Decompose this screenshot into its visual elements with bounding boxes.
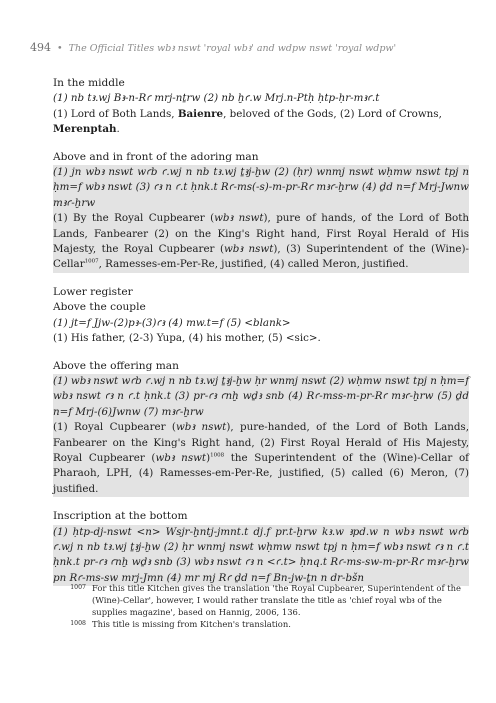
section-middle (53, 76, 469, 138)
royal-name-baienre: Baienre (177, 107, 224, 120)
footnote-number: 1008 (70, 620, 86, 627)
translation-text: (1) Lord of Both Lands, (53, 107, 178, 120)
translation-text: , Ramesses-em-Per-Re, justified, (4) called Meron, justified. (98, 258, 409, 271)
translation-text: ) (206, 451, 211, 464)
footnote-text: For this title Kitchen gives the translation 'the Royal Cupbearer, Superintendent of the (Wine)-Cellar', however, I would rather translate the title as 'chief royal wbꜣ of the supplies magazine', based on Hannig, 2006, 136. (92, 583, 461, 617)
section-adoring (53, 150, 469, 273)
translation-italic: wbꜣ nswt (223, 243, 274, 256)
translation-italic: wbꜣ nswt (214, 212, 264, 225)
transliteration: (1) wbꜣ nswt wꜥb ꜥ.wj n nb tꜣ.wj ṯꜣj-ḫw ḥr wnmj nswt (2) wḥmw nswt tpj n ḥm=f wbꜣ nswt ꜥꜣ n ꜥ.t ḥnk.t (3) pr-ꜥꜣ ꜥnḫ wḏꜣ snb (4) Rꜥ-mss-m-pr-Rꜥ mꜣꜥ-ḫrw (5) ḏd n=f Mrj-(6)Jwnw (7) mꜣꜥ-ḫrw (53, 374, 469, 420)
translation-text: the Superintendent of the (Wine)-Cellar of Pharaoh, LPH, (4) Ramesses-em-Per-Re, justified, (5) called (6) Meron, (7) justified. (53, 451, 469, 495)
translation-text: (1) By the Royal Cupbearer ( (53, 212, 215, 225)
transliteration: (1) ḥtp-dj-nswt <n> Wsjr-ḫntj-jmnt.t dj.f pr.t-ḫrw kꜣ.w ꜣpd.w n wbꜣ nswt wꜥb ꜥ.wj n nb tꜣ.wj ṯꜣj-ḫw (2) ḥr wnmj nswt wḥmw nswt tpj n ḥm=f wbꜣ nswt ꜥꜣ n ꜥ.t ḥnk.t pr-ꜥꜣ ꜥnḫ wḏꜣ snb (3) wbꜣ nswt ꜥꜣ n <ꜥ.t> ḥnq.t Rꜥ-ms-sw-m-pr-Rꜥ mꜣꜥ-ḫrw pn Rꜥ-ms-sw mrj-Jmn (4) mr mj Rꜥ ḏd n=f Bn-jw-ṯn n dr-bšn (53, 525, 469, 587)
header-bullet: • (57, 43, 63, 54)
translation-text: . (116, 123, 120, 136)
royal-name-merenptah: Merenptah (53, 123, 117, 136)
section-heading: Above and in front of the adoring man (53, 150, 259, 163)
translation (53, 211, 469, 273)
subsection-heading: Above the couple (53, 301, 146, 314)
main-text (53, 76, 469, 598)
translation-text: (1) Royal Cupbearer ( (53, 421, 176, 434)
footnotes (66, 582, 468, 630)
section-heading: Above the offering man (53, 359, 179, 372)
translation-text: ), pure of hands, of the Lord of Both Lands, Fanbearer (2) on the King's Right hand, First Royal Herald of His Majesty, the Royal Cupbearer ( (53, 212, 469, 256)
footnote-ref[interactable]: 1007 (84, 259, 99, 266)
page-number: 494 (30, 41, 51, 54)
footnote (66, 582, 468, 618)
running-header (30, 41, 470, 54)
section-heading: Lower register (53, 285, 133, 298)
translation-italic: wbꜣ nswt (175, 421, 227, 434)
translation-italic: wbꜣ nswt (155, 451, 207, 464)
translation-text: ), (3) Superintendent of the (Wine)-Cellar (53, 243, 469, 271)
section-offering (53, 359, 469, 498)
section-inscription (53, 509, 469, 586)
running-title: The Official Titles wbꜣ nswt 'royal wbꜣ' and wdpw nswt 'royal wdpw' (68, 43, 397, 54)
footnote-number: 1007 (70, 584, 86, 591)
footnote (66, 618, 468, 630)
translation-text: ), pure-handed, of the Lord of Both Lands, Fanbearer on the King's Right hand, (2) First Royal Herald of His Majesty, Royal Cupbearer ( (53, 421, 469, 464)
translation (53, 420, 469, 497)
footnote-ref[interactable]: 1008 (210, 452, 225, 459)
translation (53, 107, 469, 138)
section-lower-register (53, 285, 469, 347)
section-heading: Inscription at the bottom (53, 510, 188, 523)
transliteration: (1) nb tꜣ.wj Bꜣ-n-Rꜥ mrj-nṯrw (2) nb ḫꜥ.w Mrj.n-Ptḥ ḥtp-ḥr-mꜣꜥ.t (53, 92, 380, 105)
section-heading: In the middle (53, 77, 125, 89)
transliteration: (1) jn wbꜣ nswt wꜥb ꜥ.wj n nb tꜣ.wj ṯꜣj-ḫw (2) (ḥr) wnmj nswt wḥmw nswt tpj n ḥm=f wbꜣ nswt (3) ꜥꜣ n ꜥ.t ḥnk.t Rꜥ-ms(-s)-m-pr-Rꜥ mꜣꜥ-ḫrw (4) ḏd n=f Mrj-Jwnw mꜣꜥ-ḫrw (53, 165, 469, 211)
translation: (1) His father, (2-3) Yupa, (4) his mother, (5) <sic>. (53, 332, 321, 345)
transliteration: (1) jt=f Jjw-(2)pꜣ-(3)ꜥꜣ (4) mw.t=f (5) <blank> (53, 316, 291, 329)
translation-text: , beloved of the Gods, (2) Lord of Crowns, (223, 107, 442, 120)
footnote-text: This title is missing from Kitchen's translation. (92, 619, 291, 629)
